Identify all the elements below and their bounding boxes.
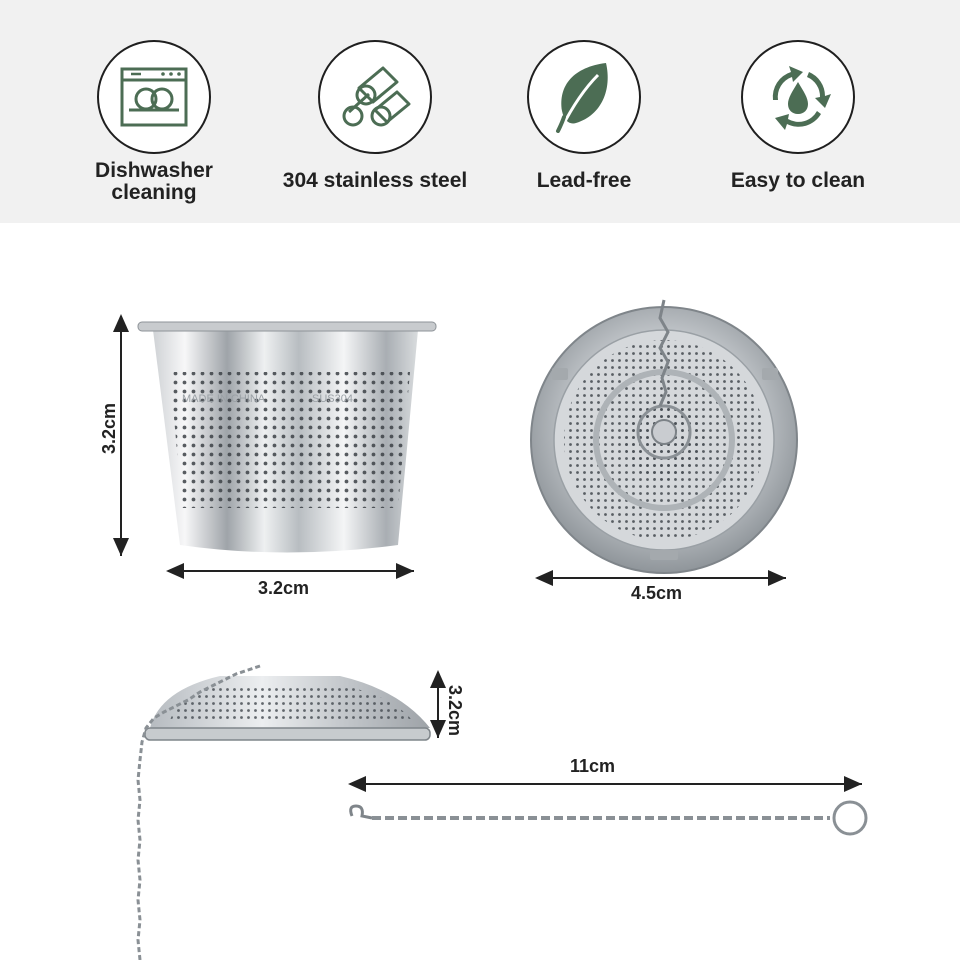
side-height-label: 3.2cm [445,685,465,737]
leaf-icon-circle [527,40,641,154]
feature-label-line2: cleaning [111,181,197,204]
leaf-icon [554,61,614,133]
feature-label: Easy to clean [730,169,866,192]
strainer-lid [531,300,797,573]
dishwasher-icon [119,66,189,128]
steel-icon-circle [318,40,432,154]
clean-icon-circle [741,40,855,154]
cup-height-label: 3.2cm [99,403,119,455]
product-scene [0,223,960,960]
cup-width-label: 3.2cm [258,578,310,598]
lid-diameter-label: 4.5cm [631,583,683,603]
feature-label: 304 stainless steel [282,169,468,192]
feature-label-line1: Dishwasher [95,159,213,182]
strainer-cup [138,322,436,553]
chain [350,784,866,834]
strainer-side-view [138,666,430,960]
chain-length-label: 11cm [570,756,616,776]
feature-dishwasher [59,40,249,204]
dishwasher-icon-circle [97,40,211,154]
cup-stamp-left: MADE IN CHINA [182,393,266,405]
feature-label [59,160,249,204]
cup-stamp-right: SUS304 [312,393,353,405]
water-drop-recycle-icon [761,60,835,134]
feature-easy-clean [703,40,893,192]
steel-tubes-icon [339,64,411,130]
feature-label: Lead-free [536,169,632,192]
feature-stainless-steel [280,40,470,192]
feature-lead-free [489,40,679,192]
